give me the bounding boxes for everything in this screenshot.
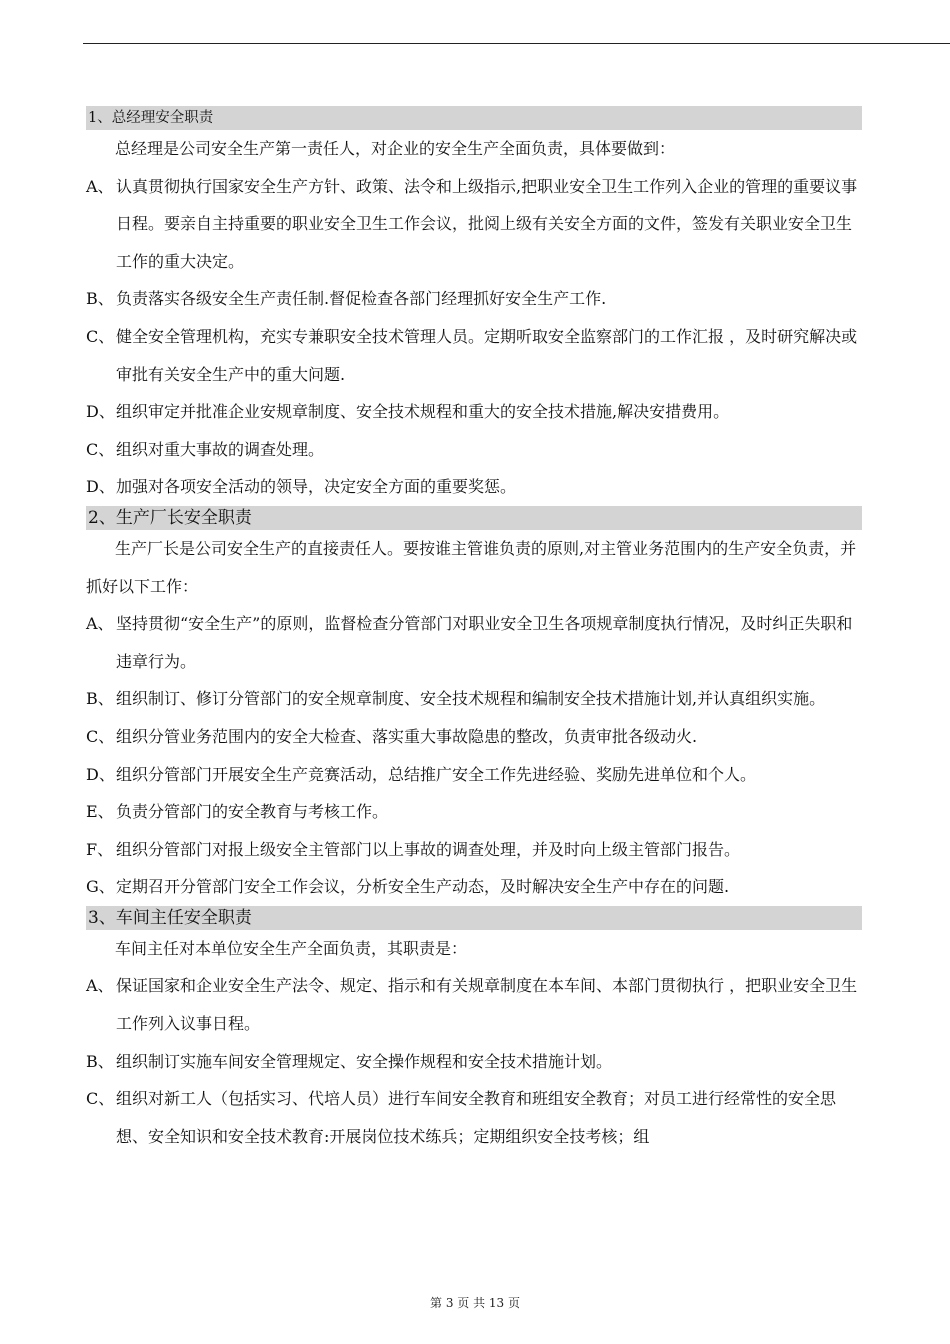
item-marker: C、 [86, 439, 115, 459]
item-text: 组织制订、修订分管部门的安全规章制度、安全技术规程和编制安全技术措施计划,并认真组织实施。 [116, 689, 826, 709]
item-text: 坚持贯彻“安全生产”的原则，监督检查分管部门对职业安全卫生各项规章制度执行情况，及时纠正失职和违章行为。 [116, 614, 853, 671]
item-text: 组织审定并批准企业安规章制度、安全技术规程和重大的安全技术措施,解决安措费用。 [116, 402, 730, 422]
list-item [86, 868, 862, 906]
list-item [86, 718, 862, 756]
item-marker: G、 [86, 877, 115, 897]
header-rule [83, 43, 950, 44]
list-item [86, 967, 862, 1042]
list-item [86, 831, 862, 869]
section-heading-2: 2、生产厂长安全职责 [86, 506, 862, 530]
item-text: 保证国家和企业安全生产法令、规定、指示和有关规章制度在本车间、本部门贯彻执行 ，把职业安全卫生工作列入议事日程。 [116, 976, 858, 1034]
item-marker: C、 [86, 726, 115, 746]
item-text: 组织分管部门开展安全生产竞赛活动，总结推广安全工作先进经验、奖励先进单位和个人。 [116, 764, 757, 784]
item-marker: B、 [86, 1051, 114, 1071]
list-item [86, 1080, 862, 1155]
list-item [86, 1043, 862, 1081]
list-item [86, 680, 862, 718]
section-intro-2: 生产厂长是公司安全生产的直接责任人。要按谁主管谁负责的原则,对主管业务范围内的生产安全负责，并抓好以下工作： [86, 538, 857, 596]
item-marker: D、 [86, 402, 115, 422]
document-body [86, 106, 862, 1155]
item-marker: E、 [86, 802, 114, 822]
item-marker: B、 [86, 689, 114, 709]
list-item [86, 431, 862, 469]
list-item [86, 318, 862, 393]
list-item [86, 168, 862, 281]
list-item [86, 605, 862, 680]
item-marker: A、 [86, 176, 114, 196]
item-text: 加强对各项安全活动的领导，决定安全方面的重要奖惩。 [116, 477, 517, 497]
item-marker: A、 [86, 614, 114, 634]
item-text: 组织分管部门对报上级安全主管部门以上事故的调查处理，并及时向上级主管部门报告。 [116, 839, 741, 859]
section-intro-3: 车间主任对本单位安全生产全面负责，其职责是： [115, 938, 468, 958]
list-item [86, 280, 862, 318]
list-item [86, 393, 862, 431]
item-text: 负责落实各级安全生产责任制.督促检查各部门经理抓好安全生产工作. [116, 289, 607, 309]
list-item [86, 468, 862, 506]
item-text: 认真贯彻执行国家安全生产方针、政策、法令和上级指示,把职业安全卫生工作列入企业的管理的重要议事日程。要亲自主持重要的职业安全卫生工作会议，批阅上级有关安全方面的文件，签发有关职业安全卫生工作的重大决定。 [116, 176, 858, 271]
section-heading-1: 1、总经理安全职责 [86, 106, 862, 130]
item-text: 负责分管部门的安全教育与考核工作。 [116, 802, 389, 822]
section-intro-1: 总经理是公司安全生产第一责任人，对企业的安全生产全面负责，具体要做到： [115, 139, 676, 158]
item-marker: C、 [86, 326, 115, 346]
item-marker: D、 [86, 477, 115, 497]
item-marker: B、 [86, 289, 114, 309]
list-item [86, 793, 862, 831]
item-text: 组织对新工人（包括实习、代培人员）进行车间安全教育和班组安全教育；对员工进行经常性的安全思想、安全知识和安全技术教育:开展岗位技术练兵；定期组织安全技考核；组 [116, 1089, 837, 1146]
item-text: 定期召开分管部门安全工作会议，分析安全生产动态，及时解决安全生产中存在的问题. [116, 877, 730, 897]
page-number-footer: 第 3 页 共 13 页 [430, 1296, 520, 1310]
item-text: 组织对重大事故的调查处理。 [116, 439, 325, 459]
item-text: 健全安全管理机构，充实专兼职安全技术管理人员。定期听取安全监察部门的工作汇报 ，及时研究解决或审批有关安全生产中的重大问题. [116, 326, 858, 384]
item-marker: F、 [86, 839, 114, 859]
list-item [86, 756, 862, 794]
item-marker: A、 [86, 976, 114, 996]
item-marker: C、 [86, 1089, 115, 1109]
item-text: 组织制订实施车间安全管理规定、安全操作规程和安全技术措施计划。 [116, 1051, 613, 1071]
item-text: 组织分管业务范围内的安全大检查、落实重大事故隐患的整改，负责审批各级动火. [116, 726, 698, 746]
section-heading-3: 3、车间主任安全职责 [86, 906, 862, 930]
item-marker: D、 [86, 764, 115, 784]
